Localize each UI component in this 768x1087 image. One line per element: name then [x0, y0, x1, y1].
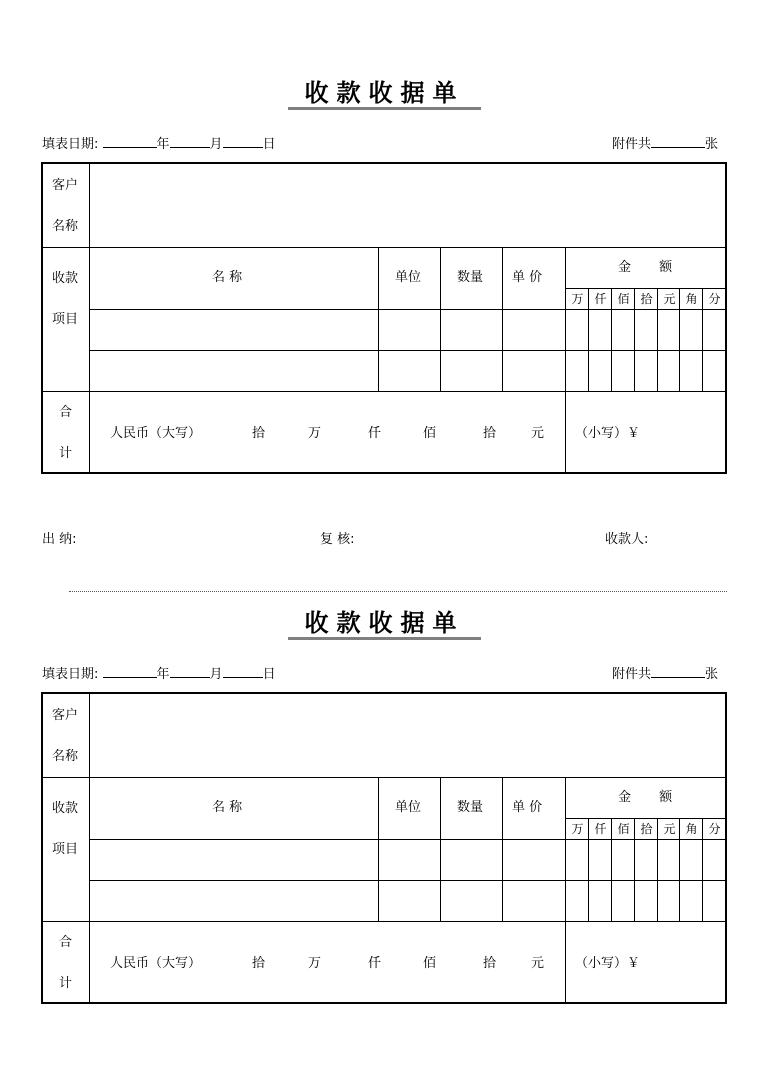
year-label: 年 — [156, 137, 170, 152]
date-label: 填表日期: — [42, 667, 99, 682]
attachment-suffix: 张 — [705, 137, 719, 152]
amount-digit-3: 拾 — [640, 292, 653, 306]
amount-digit-0: 万 — [571, 822, 584, 836]
amount-digit-3: 拾 — [640, 822, 653, 836]
item-label-2: 项目 — [52, 312, 79, 327]
item-label-1: 收款 — [52, 271, 79, 286]
attachment-prefix: 附件共 — [612, 137, 652, 152]
amount-digit-4: 元 — [663, 292, 676, 306]
attachment-count-blank[interactable] — [651, 134, 705, 148]
col-amount-header: 金 额 — [618, 790, 685, 805]
rmb-unit-1: 万 — [308, 426, 322, 441]
year-label: 年 — [156, 667, 170, 682]
day-label: 日 — [262, 137, 276, 152]
col-unit-header: 单位 — [395, 800, 422, 815]
cut-line — [69, 591, 727, 592]
date-label: 填表日期: — [42, 137, 99, 152]
amount-digit-0: 万 — [571, 292, 584, 306]
col-price-header: 单 价 — [512, 270, 543, 285]
day-blank[interactable] — [223, 134, 263, 148]
rmb-unit-5: 元 — [531, 426, 545, 441]
col-price-header: 单 价 — [512, 800, 543, 815]
amount-digit-6: 分 — [708, 822, 721, 836]
receipt-form-table — [41, 692, 727, 1004]
col-qty-header: 数量 — [457, 800, 484, 815]
receipt-title: 收款收据单 — [288, 608, 481, 640]
month-label: 月 — [209, 667, 223, 682]
col-qty-header: 数量 — [457, 270, 484, 285]
rmb-unit-0: 拾 — [252, 426, 266, 441]
customer-label-1: 客户 — [52, 178, 79, 193]
attachment-row — [612, 134, 718, 154]
month-blank[interactable] — [170, 664, 210, 678]
rmb-uppercase-label: 人民币（大写） — [110, 956, 202, 971]
year-blank[interactable] — [103, 134, 157, 148]
customer-label-2: 名称 — [52, 219, 79, 234]
customer-label-1: 客户 — [52, 708, 79, 723]
cashier-label: 出 纳: — [42, 532, 77, 547]
month-label: 月 — [209, 137, 223, 152]
col-name-header: 名 称 — [212, 270, 243, 285]
amount-digit-4: 元 — [663, 822, 676, 836]
customer-name-field[interactable] — [90, 164, 725, 247]
reviewer-label: 复 核: — [320, 532, 355, 547]
total-label-1: 合 — [59, 935, 73, 950]
amount-digit-2: 佰 — [617, 292, 630, 306]
rmb-unit-3: 佰 — [423, 426, 437, 441]
attachment-count-blank[interactable] — [651, 664, 705, 678]
rmb-unit-4: 拾 — [483, 426, 497, 441]
rmb-unit-1: 万 — [308, 956, 322, 971]
fill-date-row — [42, 664, 276, 684]
amount-digit-6: 分 — [708, 292, 721, 306]
attachment-suffix: 张 — [705, 667, 719, 682]
col-amount-header: 金 额 — [618, 260, 685, 275]
payee-label: 收款人: — [605, 532, 649, 547]
amount-digit-5: 角 — [685, 292, 698, 306]
rmb-unit-3: 佰 — [423, 956, 437, 971]
day-blank[interactable] — [223, 664, 263, 678]
day-label: 日 — [262, 667, 276, 682]
customer-label-2: 名称 — [52, 749, 79, 764]
item-label-1: 收款 — [52, 801, 79, 816]
col-name-header: 名 称 — [212, 800, 243, 815]
rmb-lowercase-label: （小写）￥ — [575, 426, 641, 441]
total-label-2: 计 — [59, 446, 73, 461]
receipt-title: 收款收据单 — [288, 78, 481, 110]
rmb-uppercase-label: 人民币（大写） — [110, 426, 202, 441]
amount-digit-1: 仟 — [594, 292, 607, 306]
attachment-prefix: 附件共 — [612, 667, 652, 682]
amount-digit-5: 角 — [685, 822, 698, 836]
rmb-unit-0: 拾 — [252, 956, 266, 971]
year-blank[interactable] — [103, 664, 157, 678]
receipt-form-table — [41, 162, 727, 474]
col-unit-header: 单位 — [395, 270, 422, 285]
month-blank[interactable] — [170, 134, 210, 148]
rmb-unit-2: 仟 — [368, 426, 382, 441]
item-label-2: 项目 — [52, 842, 79, 857]
rmb-unit-2: 仟 — [368, 956, 382, 971]
attachment-row — [612, 664, 718, 684]
total-label-1: 合 — [59, 405, 73, 420]
amount-digit-2: 佰 — [617, 822, 630, 836]
customer-name-field[interactable] — [90, 694, 725, 777]
amount-digit-1: 仟 — [594, 822, 607, 836]
fill-date-row — [42, 134, 276, 154]
total-label-2: 计 — [59, 976, 73, 991]
rmb-lowercase-label: （小写）￥ — [575, 956, 641, 971]
rmb-unit-4: 拾 — [483, 956, 497, 971]
rmb-unit-5: 元 — [531, 956, 545, 971]
